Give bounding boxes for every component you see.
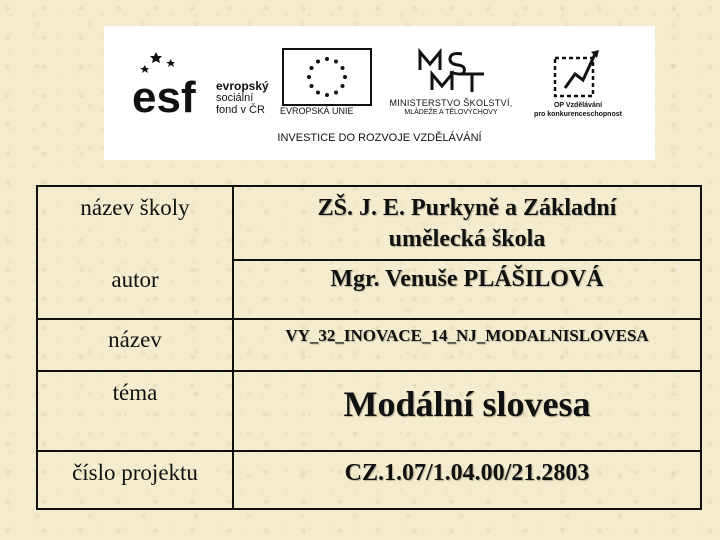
msmt-logo [416,48,488,94]
project-number: CZ.1.07/1.04.00/21.2803 [344,460,590,486]
msmt-line2: MLÁDEŽE A TĚLOVÝCHOVY [404,109,498,116]
op-logo [551,48,603,100]
eu-stars-icon [284,50,370,104]
school-name [232,193,702,255]
svg-text:esf: esf [132,73,196,116]
op-line1: OP Vzdělávání [553,102,603,109]
label-project: číslo projektu [72,460,198,485]
label-author: autor [111,267,159,292]
op-line2: pro konkurenceschopnost [534,111,622,118]
school-name-line1: ZŠ. J. E. Purkyně a Základní [317,195,617,221]
msmt-line1: MINISTERSTVO ŠKOLSTVÍ, [389,98,513,108]
topic-title: Modální slovesa [343,384,591,424]
label-school: název školy [80,195,190,220]
logo-banner [104,26,655,160]
esf-line2: sociální [216,92,254,104]
esf-caption [216,80,269,116]
logo-row [104,26,655,126]
esf-line3: fond v ČR [216,104,265,116]
eu-flag [282,48,372,106]
material-code: VY_32_INOVACE_14_NJ_MODALNISLOVESA [285,326,649,345]
author-name: Mgr. Venuše PLÁŠILOVÁ [330,266,604,292]
eu-caption: EVROPSKÁ UNIE [280,106,354,116]
investice-slogan: INVESTICE DO ROZVOJE VZDĚLÁVÁNÍ [277,132,482,144]
esf-line1: evropský [216,79,269,93]
label-title: název [108,327,162,352]
label-topic: téma [112,380,158,405]
school-name-line2: umělecká škola [388,226,546,252]
esf-logo [132,52,210,116]
